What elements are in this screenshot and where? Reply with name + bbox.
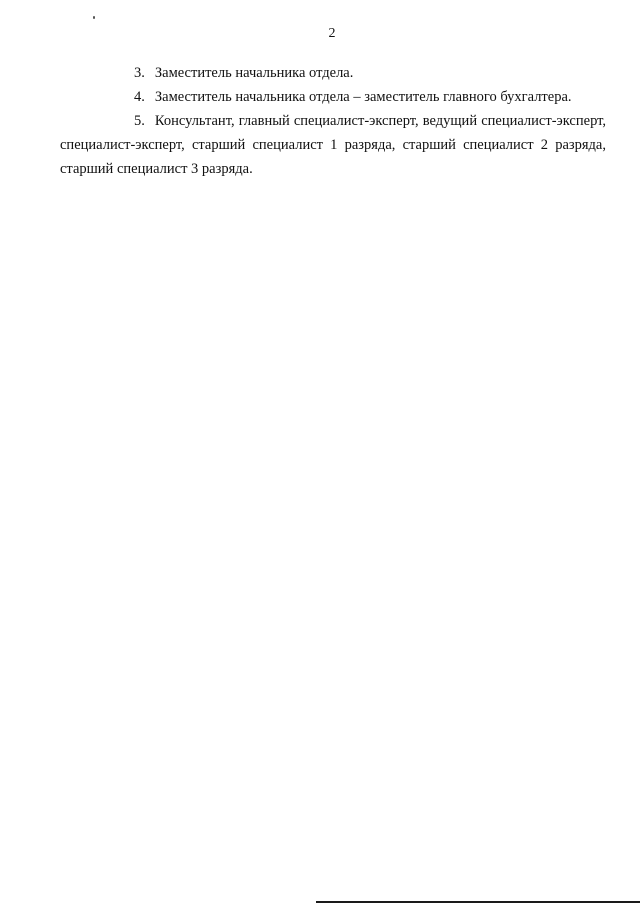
page-number: 2 — [328, 26, 336, 41]
list-item-text: Консультант, главный специалист-эксперт, ведущий специалист-эксперт, специалист-эксперт, старший специалист 1 разряда, старший специалист 2 разряда, старший специалист 3 разряда. — [60, 113, 606, 177]
list-item-text: Заместитель начальника отдела. — [154, 65, 354, 81]
list-item — [60, 61, 606, 85]
scan-edge-line — [316, 901, 640, 903]
list-item — [60, 109, 606, 181]
scan-speck — [93, 16, 95, 19]
list-item-text: Заместитель начальника отдела – заместитель главного бухгалтера. — [154, 89, 572, 105]
list-item-number: 3. — [134, 65, 145, 81]
list-item-number: 4. — [134, 89, 145, 105]
document-body — [60, 61, 606, 181]
list-item — [60, 85, 606, 109]
list-item-number: 5. — [134, 113, 145, 129]
